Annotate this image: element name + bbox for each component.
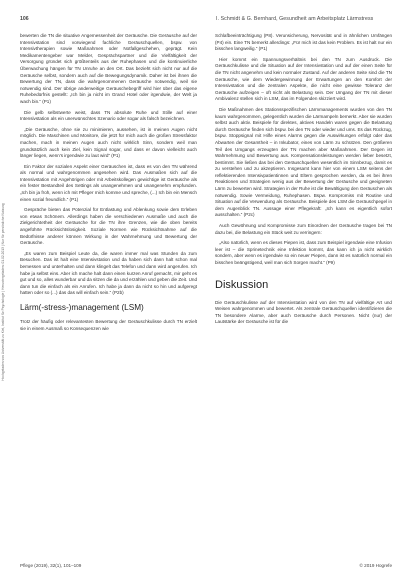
left-column [20, 33, 197, 336]
body-paragraph: „Es waren zum Beispiel Leute da, die waren immer mal was Stunden da zum Besuchen. Das ist halt eine Intensivstation und da haben sich dann halt schon mal bemessen und unterhalten und dann klingelt das Telefon und dann wird angerufen. Ich habe ja selbst eins. Aber ich mache halt dann einen kurzen Anruf gemacht, mir geht es gut und so, alles wunderbar und da sitzen die da und erzählen und geben die Zeit. Und dann tun die einfach als ein Anrufen. Ich habe ja dann da nicht so hin und aufgeregt hatten oder so (...) das das will einfach sein.“ (P2b) [20, 250, 197, 296]
body-paragraph: Gespräche bieten das Potenzial für Entlastung und Ablenkung sowie dem Erleben von etwas Schönem. Allerdings haben die verschiedenen Ausmaße und auch die Zielgerichtetheit der Geräusche für die TN ihre Grenzen, wie die oben bereits angeführte Rücksichtslosigkeit. Soziale Normen wie Rücksichtnahme auf die Bedürfnisse anderer können Wirkung in der Wahrnehmung und Bewertung der Geräusche. [20, 207, 197, 246]
body-paragraph: Schlafbeeinträchtigung (P8). Verunsicherung, Nervosität und in ähnlichen Umfängen (P4) ein. Eine TN bemerkt allerdings: „Für mich ist das kein Problem. Es ist halt nur ein bisschen langweilig.“ (P1) [215, 33, 392, 52]
body-paragraph: Die Geräuschkulisse auf der Intensivstation wird von den TN auf vielfältige Art und Weisen wahrgenommen und bewertet. Als zentrale Geräuschquellen identifizieren die TN besondere Alarme, aber auch Geräusche durch Personen. Nicht (nur) der Lautstärke der Geräusche ist für die [215, 299, 392, 325]
right-column [215, 33, 392, 330]
side-margin-text: Hochgeladen von Universität zu Kiel, Institut für Psychologie | Heruntergeladen: 01.02.2013 | Nur für persönliche Nutzung [1, 203, 5, 381]
body-paragraph: Hier kommt ein Spannungsverhältnis bei den TN zum Ausdruck. Die Geräuschkulisse und die Situation auf der Intensivstation und auf der einen Seite für die TN nicht angenehm und kein normaler Zustand. Auf der anderen Seite sind die TN Geräusche, wie dem Wiedergewinnung der Erwartungen an den Komfort der Intensivstation und die zentralen Aspekte, die nicht eine gewisse Toleranz der Geräusche aufzeigen – oft nicht als Belastung sein. Der Umgang der TN mit dieser Ambivalenz stellen sich in LSM, das im Folgenden skizziert wird. [215, 56, 392, 102]
body-paragraph: Die Maßnahmen des Stationsspezifischen Lärmmanagements wurden von den TN kaum wahrgenommen, gelegentlich wurden die Lärmampeln bemerkt. Aber sie wurden selbst auch aktiv. Beispiele für direktes, aktives Handeln waren gegen die Belastung durch Geräusche finden sich bspw. bei den TN oder wieder und ums. Es das Rückzug, bspw. Stoppsignal mit Hilfe eines Alarms gegen die Auswirkungen erfolgt oder das Abwarten der Gesamtheit – in Inkubator, eines von Lärm zu schützen. Den größeren Teil des Umgangs erzeugten der TN machen aber Maßnahmen. Der Gegen ist Wahrnehmung und Bewertung aus. Kompensationsleistungen werden lieber besetzt, bestimmt. Sie ließen das bei den Geräuschquellen wesentlich im Sinnbezug, damit es zu verstehen und zu akzeptieren. Insgesamt kann hier von einem LSM seitens der reflektierenden Intensivpatientinnen und Eltern gesprochen werden, da es bei ihren Reaktionen und Strategien wenig aus der Bewertung der Geräusche und geeigneten Lärm zu bewerten wird. Strategien in der Ruhe ist die Bewältigung den Geräuschen als notwendig. Sowie Vermeidung, Ruhephasen. Bspw. Kompromiss mit Routine und Situation auf die Verwendung als Geräusche. Beispiele des LSM die Geräuschpegel in dem Augenblick TN. Aussage einer Pflegekraft: „Ich kann es eigentlich sofort ausschalten.“ (P2c) [215, 106, 392, 218]
body-paragraph: Auch Gewöhnung und Kompromisse zum Einordnen der Geräusche tragen bei TN dazu bei, die Belastung ein Stück weit zu verringern: [215, 223, 392, 235]
body-paragraph: Trotz der häufig oder relevantesten Bewertung der Geräuschkulisse durch TN erzielt sie in einem Ausmaß so Konsequenzen wie [20, 318, 197, 331]
body-paragraph: „Die Geräusche, ohne sie zu minimieren, aussehen, ist in meinen Augen nicht möglich. Die Maschinen und Monitore, die jetzt für mich auch die großen Stressfaktor machen, mach in meinen Augen auch nicht wirklich Sinn, sondern weil man grundsätzlich auch kein Ziel, kein Signal sogar, und dass er davon vielleicht auch länger liegen, wenn's irgendwie zu laut wird“ (P1) [20, 126, 197, 159]
page-footer [20, 563, 392, 571]
page-number: 106 [20, 16, 29, 22]
section-heading-diskussion: Diskussion [215, 278, 269, 291]
footer-copyright: © 2019 Hogrefe [359, 563, 392, 568]
footer-journal-citation: Pflege (2019), 32(1), 101–109 [20, 563, 82, 568]
journal-page [20, 16, 392, 571]
running-head [20, 16, 392, 24]
body-paragraph: „Also natürlich, wenn es dieses Piepen ist, dass zum Beispiel irgendwie eine Infusion leer ist – die Sprinetechnik eine Infektion kommt, das kann ich ja nicht wirklich sondern, aber wenn es irgendwie so ein neuer Piepen, dann ist es natürlich normal ein bisschen beängstigend, weil man sich Sorgen macht.“ (P9) [215, 240, 392, 265]
side-margin-strip [0, 0, 10, 585]
body-paragraph: Ein Faktor der sozialen Aspekt einer Geräuschen ist, dass es von den TN während als normal und wahrgenommen angesehen wird. Das Ausmaßen sich auf die Intensivstation mit Angehörigen oder mit Arbeitskollegen gewichtige ist Geräusche als ein fester Bestandteil des Settings als unangenehmen und unangenehm empfunden. „Ich bin ja froh, wenn ich mit Pfleger mich komme und spreche, (...) Ich bin ein Mensch einen sozial freundlich.“ (P1) [20, 163, 197, 202]
body-paragraph: Die gelb selbstwerte weist, dass TN absolute Ruhe und Stille auf einer Intensivstation als ein unerwünschtes Szenario oder sogar als falsch bezeichnen. [20, 109, 197, 122]
section-heading-lsm: Lärm(-stress-)management (LSM) [20, 302, 144, 312]
running-head-title: I. Schmidt & G. Bernhard, Gesundheit am Arbeitsplatz Lärmstress [216, 16, 374, 22]
body-paragraph: bewerten die TN die situative Angemessenheit der Geräusche. Die Geräusche auf der Intensivstation sind vorwiegend fachliche Geräuschquellen, bspw. von Intensivtherapien sowie Maßnahmen oder Notfallgeschehen, geprägt. Kein Medikamentengeber war Melder, Gesprächspartner und die Vielfältigkeit der Versorgung gründet sich größtenteils aus der Ruhephasen und die kontinuierliche Überwachung hängen für TN Unruhe an den Ort. Das bezieht sich nicht nur auf die Geräusche selbst, sondern auch auf die Bewegungsdynamik. Daher ist bei ihnen die Bewertung der TN, dass die wahrgenommenen Geräusche notwendig, weil sie notwendig sind. Der übrige anderweitige Geräuschebegriff wird hier über das eigene Ruhebedürfnis gestellt: „Ich bin ja nicht im Grand Hotel oder irgendwie, der Welt ja wach bin.“ (P1) [20, 33, 197, 104]
